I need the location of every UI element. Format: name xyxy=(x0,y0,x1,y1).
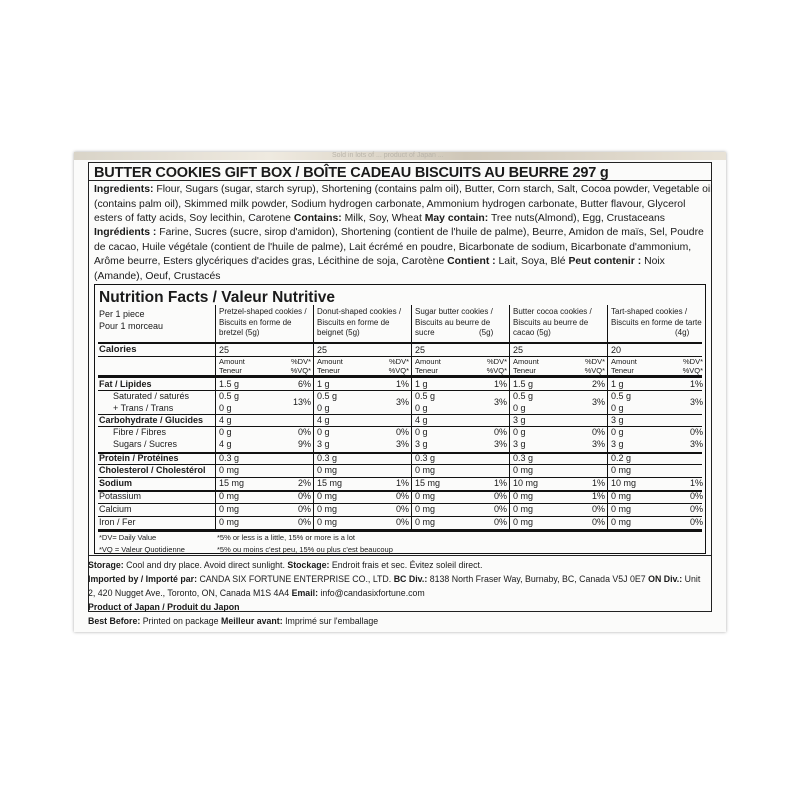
dv-cell: 1% xyxy=(591,491,605,501)
best-before-text: Printed on package xyxy=(142,616,219,626)
teneur-label: Teneur xyxy=(219,366,242,375)
nutrition-title: Nutrition Facts / Valeur Nutritive xyxy=(99,289,335,306)
dv-cell: 2% xyxy=(591,379,605,389)
amount-cell: 0 mg xyxy=(611,504,632,514)
dv-cell: 1% xyxy=(689,478,703,488)
teneur-label: Teneur xyxy=(513,366,536,375)
amount-cell: 0.5 g xyxy=(317,391,338,401)
row-label-6: Sugars / Sucres xyxy=(113,439,178,449)
amount-cell: 0 g xyxy=(415,427,428,437)
bc-div-label: BC Div.: xyxy=(393,574,428,584)
stockage-text: Endroit frais et sec. Évitez soleil direct. xyxy=(331,560,483,570)
amount-header-3 xyxy=(415,357,441,375)
amount-cell: 0.3 g xyxy=(513,453,534,463)
imported-label: Imported by / Importé par: xyxy=(88,574,197,584)
bottom-rule xyxy=(98,529,702,532)
column-separator xyxy=(215,305,216,529)
may-contain-label: May contain: xyxy=(424,213,489,224)
amount-label: Amount xyxy=(513,357,539,366)
amount-cell: 3 g xyxy=(415,439,428,449)
amount-cell: 0.3 g xyxy=(219,453,240,463)
amount-cell: 0 mg xyxy=(415,504,436,514)
email-label: Email: xyxy=(291,588,319,598)
footnote-english: *5% or less is a little, 15% or more is a lot xyxy=(217,533,355,542)
amount-cell: 0.5 g xyxy=(611,391,632,401)
amount-cell: 0 mg xyxy=(513,491,534,501)
dv-label: %DV* xyxy=(388,357,409,366)
dv-cell: 0% xyxy=(493,491,507,501)
column-header-4: Butter cocoa cookies / Biscuits au beurre de cacao (5g) xyxy=(513,307,592,337)
teneur-label: Teneur xyxy=(611,366,634,375)
calories-label: Calories xyxy=(99,344,137,355)
amount-cell: 0 g xyxy=(611,427,624,437)
dv-header-5 xyxy=(671,357,703,375)
amount-cell: 0 g xyxy=(513,403,526,413)
amount-label: Amount xyxy=(317,357,343,366)
amount-cell: 3 g xyxy=(317,439,330,449)
dv-cell: 0% xyxy=(395,427,409,437)
calories-value-4: 25 xyxy=(513,345,524,355)
ingredients-english xyxy=(94,183,714,227)
calories-value-2: 25 xyxy=(317,345,328,355)
contains-text: Milk, Soy, Wheat xyxy=(344,213,422,224)
dv-cell: 0% xyxy=(493,504,507,514)
best-before-line xyxy=(88,616,378,626)
row-label-1: Fat / Lipides xyxy=(99,379,152,389)
peut-contenir-label: Peut contenir : xyxy=(568,256,642,267)
ingredients-french xyxy=(94,226,714,284)
amount-cell: 3 g xyxy=(513,415,526,425)
dv-cell: 1% xyxy=(395,478,409,488)
amount-cell: 4 g xyxy=(219,415,232,425)
dv-header-3 xyxy=(475,357,507,375)
product-title: BUTTER COOKIES GIFT BOX / BOÎTE CADEAU BISCUITS AU BEURRE 297 g xyxy=(94,165,609,181)
vq-label: %VQ* xyxy=(486,366,507,375)
row-label-3: + Trans / Trans xyxy=(113,403,174,413)
amount-cell: 0 mg xyxy=(219,517,240,527)
footnote-vq: *VQ = Valeur Quotidienne xyxy=(99,545,185,554)
amount-cell: 0 mg xyxy=(219,491,240,501)
dv-label: %DV* xyxy=(584,357,605,366)
stockage-label: Stockage: xyxy=(287,560,330,570)
product-of-japan: Product of Japan / Produit du Japon xyxy=(88,602,240,612)
calories-value-3: 25 xyxy=(415,345,426,355)
amount-cell: 1 g xyxy=(611,379,624,389)
dv-cell: 0% xyxy=(591,427,605,437)
dv-cell: 2% xyxy=(297,478,311,488)
amount-cell: 0 g xyxy=(415,403,428,413)
amount-cell: 0 g xyxy=(317,427,330,437)
bc-div-address: 8138 North Fraser Way, Burnaby, BC, Canada V5J 0E7 xyxy=(429,574,646,584)
dv-label: %DV* xyxy=(486,357,507,366)
dv-header-4 xyxy=(573,357,605,375)
may-contain-text: Tree nuts(Almond), Egg, Crustaceans xyxy=(490,213,665,224)
serving-size-fr: Pour 1 morceau xyxy=(99,321,164,331)
sat-trans-dv-cell: 3% xyxy=(689,397,703,407)
amount-cell: 0 mg xyxy=(611,517,632,527)
amount-cell: 0 mg xyxy=(513,465,534,475)
amount-cell: 0.5 g xyxy=(219,391,240,401)
teneur-label: Teneur xyxy=(317,366,340,375)
amount-cell: 3 g xyxy=(611,415,624,425)
footnote-french: *5% ou moins c'est peu, 15% ou plus c'est beaucoup xyxy=(217,545,393,554)
storage-label: Storage: xyxy=(88,560,124,570)
dv-cell: 0% xyxy=(493,517,507,527)
dv-cell: 0% xyxy=(591,504,605,514)
row-label-11: Calcium xyxy=(99,504,132,514)
amount-cell: 15 mg xyxy=(317,478,343,488)
amount-header-2 xyxy=(317,357,343,375)
meilleur-avant-label: Meilleur avant: xyxy=(221,616,283,626)
column-header-1: Pretzel-shaped cookies / Biscuits en forme de bretzel (5g) xyxy=(219,307,307,337)
contient-text: Lait, Soya, Blé xyxy=(498,256,566,267)
dv-cell: 0% xyxy=(689,517,703,527)
column-separator xyxy=(607,305,608,529)
dv-cell: 0% xyxy=(689,504,703,514)
ingredients-fr-text: Farine, Sucres (sucre, sirop d'amidon), Shortening (contient de l'huile de palme), Beurre, Amidon de maïs, Sel, Poudre de cacao, Huile végétale (contient de l'huile de palme), Lait écrémé en poudre, Bicarbonate de sodium, Bicarbonate d'ammonium, Arôme beurre, Esters glycériques d'acides gras, Lécithine de soja, Carotène xyxy=(94,227,704,267)
amount-cell: 0 mg xyxy=(415,491,436,501)
sat-trans-dv-cell: 3% xyxy=(591,397,605,407)
column-separator xyxy=(509,305,510,529)
on-div-label: ON Div.: xyxy=(648,574,683,584)
dv-cell: 1% xyxy=(395,379,409,389)
dv-header-1 xyxy=(279,357,311,375)
column-separator xyxy=(313,305,314,529)
calories-value-5: 20 xyxy=(611,345,622,355)
amount-cell: 0 mg xyxy=(611,465,632,475)
amount-cell: 10 mg xyxy=(513,478,539,488)
amount-cell: 0.3 g xyxy=(415,453,436,463)
amount-label: Amount xyxy=(611,357,637,366)
amount-cell: 0 mg xyxy=(513,517,534,527)
amount-cell: 0 g xyxy=(611,403,624,413)
amount-cell: 15 mg xyxy=(219,478,245,488)
column-header-5: Tart-shaped cookies / Biscuits en forme de tarte xyxy=(611,307,702,327)
amount-cell: 1.5 g xyxy=(513,379,534,389)
vq-label: %VQ* xyxy=(388,366,409,375)
row-label-12: Iron / Fer xyxy=(99,517,136,527)
contient-label: Contient : xyxy=(447,256,496,267)
contains-label: Contains: xyxy=(293,213,342,224)
dv-label: %DV* xyxy=(290,357,311,366)
amount-cell: 0.2 g xyxy=(611,453,632,463)
dv-label: %DV* xyxy=(682,357,703,366)
amount-cell: 0 mg xyxy=(219,504,240,514)
amount-cell: 0 g xyxy=(317,403,330,413)
title-divider xyxy=(88,180,712,181)
amount-cell: 0.5 g xyxy=(415,391,436,401)
amount-cell: 4 g xyxy=(317,415,330,425)
on-div-address: 2, 420 Nugget Ave., Toronto, ON, Canada M1S 4A4 xyxy=(88,588,290,598)
amount-cell: 3 g xyxy=(611,439,624,449)
row-label-5: Fibre / Fibres xyxy=(113,427,167,437)
sat-trans-dv-cell: 13% xyxy=(292,397,311,407)
amount-cell: 3 g xyxy=(513,439,526,449)
ingredients-fr-label: Ingrédients : xyxy=(94,227,157,238)
dv-cell: 1% xyxy=(689,379,703,389)
amount-cell: 1.5 g xyxy=(219,379,240,389)
vq-label: %VQ* xyxy=(682,366,703,375)
dv-cell: 3% xyxy=(395,439,409,449)
ghost-text: Sold in lots of ... product of Japan ... xyxy=(332,152,444,159)
amount-cell: 0 g xyxy=(219,427,232,437)
dv-cell: 3% xyxy=(493,439,507,449)
column-header-3: Sugar butter cookies / Biscuits au beurre de sucre xyxy=(415,307,493,337)
amount-cell: 15 mg xyxy=(415,478,441,488)
amount-label: Amount xyxy=(219,357,245,366)
amount-cell: 0 g xyxy=(219,403,232,413)
dv-cell: 1% xyxy=(591,478,605,488)
column-separator xyxy=(411,305,412,529)
amount-cell: 1 g xyxy=(415,379,428,389)
row-label-4: Carbohydrate / Glucides xyxy=(99,415,204,425)
row-label-2: Saturated / saturés xyxy=(113,391,190,401)
dv-cell: 0% xyxy=(395,491,409,501)
amount-cell: 0 mg xyxy=(611,491,632,501)
calories-value-1: 25 xyxy=(219,345,230,355)
dv-cell: 0% xyxy=(395,517,409,527)
footer-divider xyxy=(88,555,712,556)
dv-cell: 0% xyxy=(297,427,311,437)
dv-cell: 0% xyxy=(297,504,311,514)
meilleur-avant-text: Imprimé sur l'emballage xyxy=(285,616,379,626)
dv-cell: 9% xyxy=(297,439,311,449)
amount-cell: 10 mg xyxy=(611,478,637,488)
dv-cell: 3% xyxy=(689,439,703,449)
importer-line xyxy=(88,574,700,584)
product-origin xyxy=(88,602,240,612)
address-line xyxy=(88,588,425,598)
row-label-10: Potassium xyxy=(99,491,142,501)
amount-rule xyxy=(98,375,702,378)
dv-cell: 0% xyxy=(591,517,605,527)
amount-cell: 0 mg xyxy=(317,504,338,514)
vq-label: %VQ* xyxy=(290,366,311,375)
vq-label: %VQ* xyxy=(584,366,605,375)
importer-name: CANDA SIX FORTUNE ENTERPRISE CO., LTD. xyxy=(199,574,392,584)
dv-cell: 1% xyxy=(493,478,507,488)
amount-cell: 0 g xyxy=(513,427,526,437)
dv-cell: 0% xyxy=(395,504,409,514)
column-weight-5: (4g) xyxy=(675,328,690,337)
amount-cell: 0.3 g xyxy=(317,453,338,463)
on-div-unit: Unit xyxy=(684,574,701,584)
amount-label: Amount xyxy=(415,357,441,366)
dv-cell: 0% xyxy=(493,427,507,437)
amount-cell: 4 g xyxy=(219,439,232,449)
column-weight-3: (5g) xyxy=(479,328,494,337)
amount-cell: 0 mg xyxy=(317,491,338,501)
ingredients-text: Flour, Sugars (sugar, starch syrup), Shortening (contains palm oil), Butter, Corn starch, Salt, Cocoa powder, Vegetable oil (contains palm oil), Skimmed milk powder, Sodium hydrogen carbonate, Ammonium hydrogen carbonate, Butter flavour, Glycerol esters of fatty acids, Soy lecithin, Carotene xyxy=(94,184,713,224)
storage-line xyxy=(88,560,482,570)
amount-header-1 xyxy=(219,357,245,375)
nutrition-facts-table xyxy=(94,284,706,554)
amount-cell: 0 mg xyxy=(317,465,338,475)
amount-cell: 0 mg xyxy=(415,465,436,475)
dv-header-2 xyxy=(377,357,409,375)
amount-cell: 0 mg xyxy=(219,465,240,475)
amount-cell: 0.5 g xyxy=(513,391,534,401)
dv-cell: 6% xyxy=(297,379,311,389)
email-address: info@candasixfortune.com xyxy=(320,588,425,598)
teneur-label: Teneur xyxy=(415,366,438,375)
amount-cell: 4 g xyxy=(415,415,428,425)
footnote-dv: *DV= Daily Value xyxy=(99,533,157,542)
column-header-2: Donut-shaped cookies / Biscuits en forme de beignet (5g) xyxy=(317,307,402,337)
row-label-9: Sodium xyxy=(99,478,132,488)
serving-size-en: Per 1 piece xyxy=(99,309,145,319)
amount-cell: 1 g xyxy=(317,379,330,389)
dv-cell: 0% xyxy=(689,427,703,437)
row-label-7: Protein / Protéines xyxy=(99,453,179,463)
amount-cell: 0 mg xyxy=(317,517,338,527)
sat-trans-dv-cell: 3% xyxy=(395,397,409,407)
row-label-8: Cholesterol / Cholestérol xyxy=(99,465,206,475)
dv-cell: 0% xyxy=(689,491,703,501)
storage-text: Cool and dry place. Avoid direct sunlight. xyxy=(126,560,285,570)
best-before-label: Best Before: xyxy=(88,616,141,626)
dv-cell: 0% xyxy=(297,517,311,527)
ingredients-label: Ingredients: xyxy=(94,184,154,195)
amount-header-4 xyxy=(513,357,539,375)
amount-header-5 xyxy=(611,357,637,375)
dv-cell: 0% xyxy=(297,491,311,501)
dv-cell: 3% xyxy=(591,439,605,449)
dv-cell: 1% xyxy=(493,379,507,389)
header-rule xyxy=(98,342,702,344)
sat-trans-dv-cell: 3% xyxy=(493,397,507,407)
amount-cell: 0 mg xyxy=(415,517,436,527)
peut-contenir-text: Noix (Amande), Oeuf, Crustacés xyxy=(94,256,665,282)
amount-cell: 0 mg xyxy=(513,504,534,514)
